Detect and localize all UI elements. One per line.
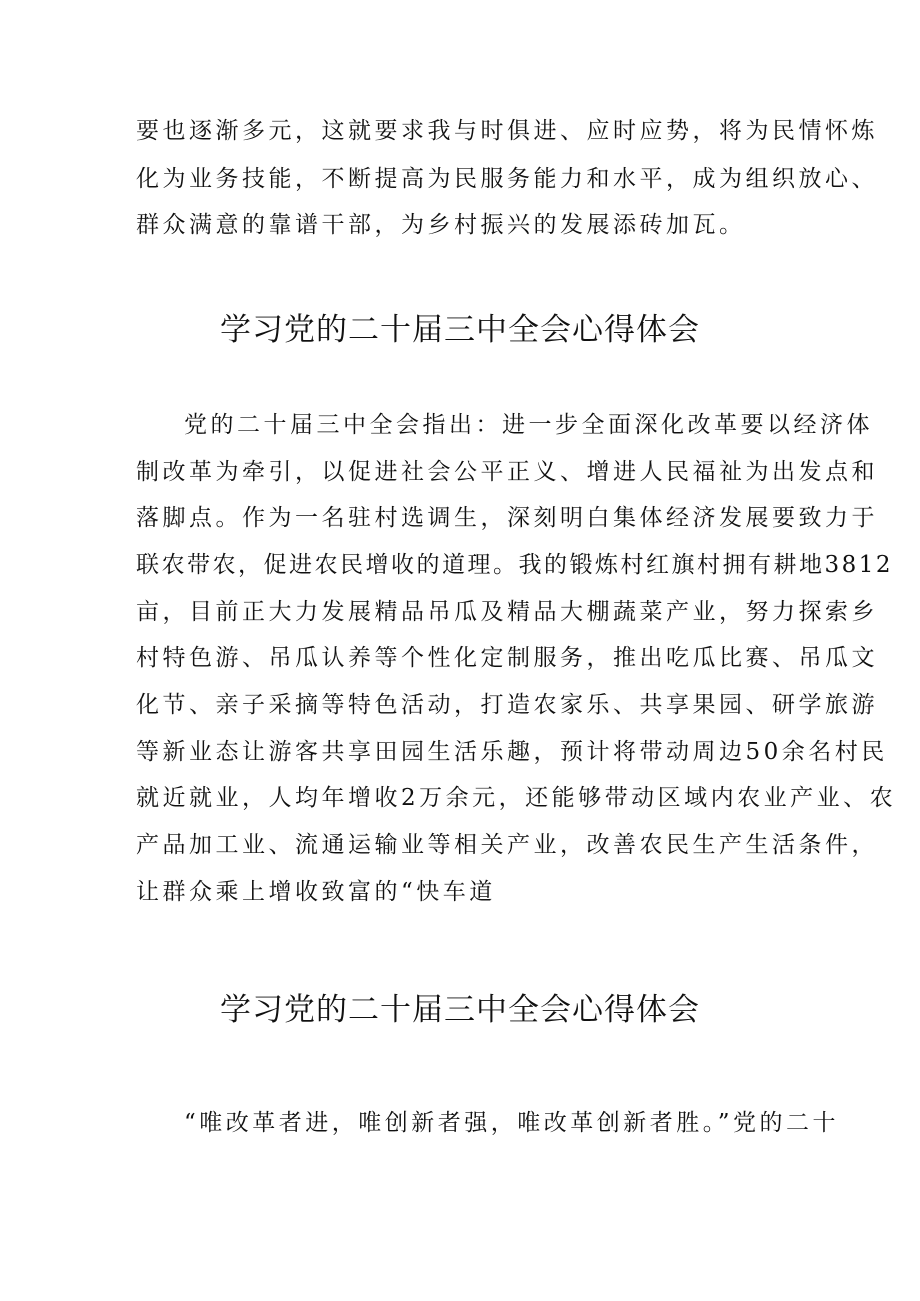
paragraph-line: 落脚点。作为一名驻村选调生，深刻明白集体经济发展要致力于 xyxy=(136,505,878,531)
paragraph-line: 产品加工业、流通运输业等相关产业，改善农民生产生活条件， xyxy=(136,832,878,858)
paragraph-line: 要也逐渐多元，这就要求我与时俱进、应时应势，将为民情怀炼 xyxy=(136,118,878,144)
paragraph-line: 群众满意的靠谱干部，为乡村振兴的发展添砖加瓦。 xyxy=(136,212,746,238)
paragraph-line: 村特色游、吊瓜认养等个性化定制服务，推出吃瓜比赛、吊瓜文 xyxy=(136,645,878,671)
paragraph-line: 亩，目前正大力发展精品吊瓜及精品大棚蔬菜产业，努力探索乡 xyxy=(136,599,878,625)
paragraph-line: 等新业态让游客共享田园生活乐趣，预计将带动周边50余名村民 xyxy=(136,739,888,765)
paragraph-line: 制改革为牵引，以促进社会公平正义、增进人民福祉为出发点和 xyxy=(136,459,878,485)
paragraph-line: 联农带农，促进农民增收的道理。我的锻炼村红旗村拥有耕地3812 xyxy=(136,552,894,578)
section-title: 学习党的二十届三中全会心得体会 xyxy=(220,312,700,348)
paragraph-line: 化节、亲子采摘等特色活动，打造农家乐、共享果园、研学旅游 xyxy=(136,692,878,718)
paragraph-line: 化为业务技能，不断提高为民服务能力和水平，成为组织放心、 xyxy=(136,166,878,192)
paragraph-line: 让群众乘上增收致富的“快车道 xyxy=(136,879,496,905)
paragraph-line: 就近就业，人均年增收2万余元，还能够带动区域内农业产业、农 xyxy=(136,785,897,811)
paragraph-line: 党的二十届三中全会指出：进一步全面深化改革要以经济体 xyxy=(184,412,873,438)
paragraph-line: “唯改革者进，唯创新者强，唯改革创新者胜。”党的二十 xyxy=(184,1110,840,1136)
section-title: 学习党的二十届三中全会心得体会 xyxy=(220,992,700,1028)
